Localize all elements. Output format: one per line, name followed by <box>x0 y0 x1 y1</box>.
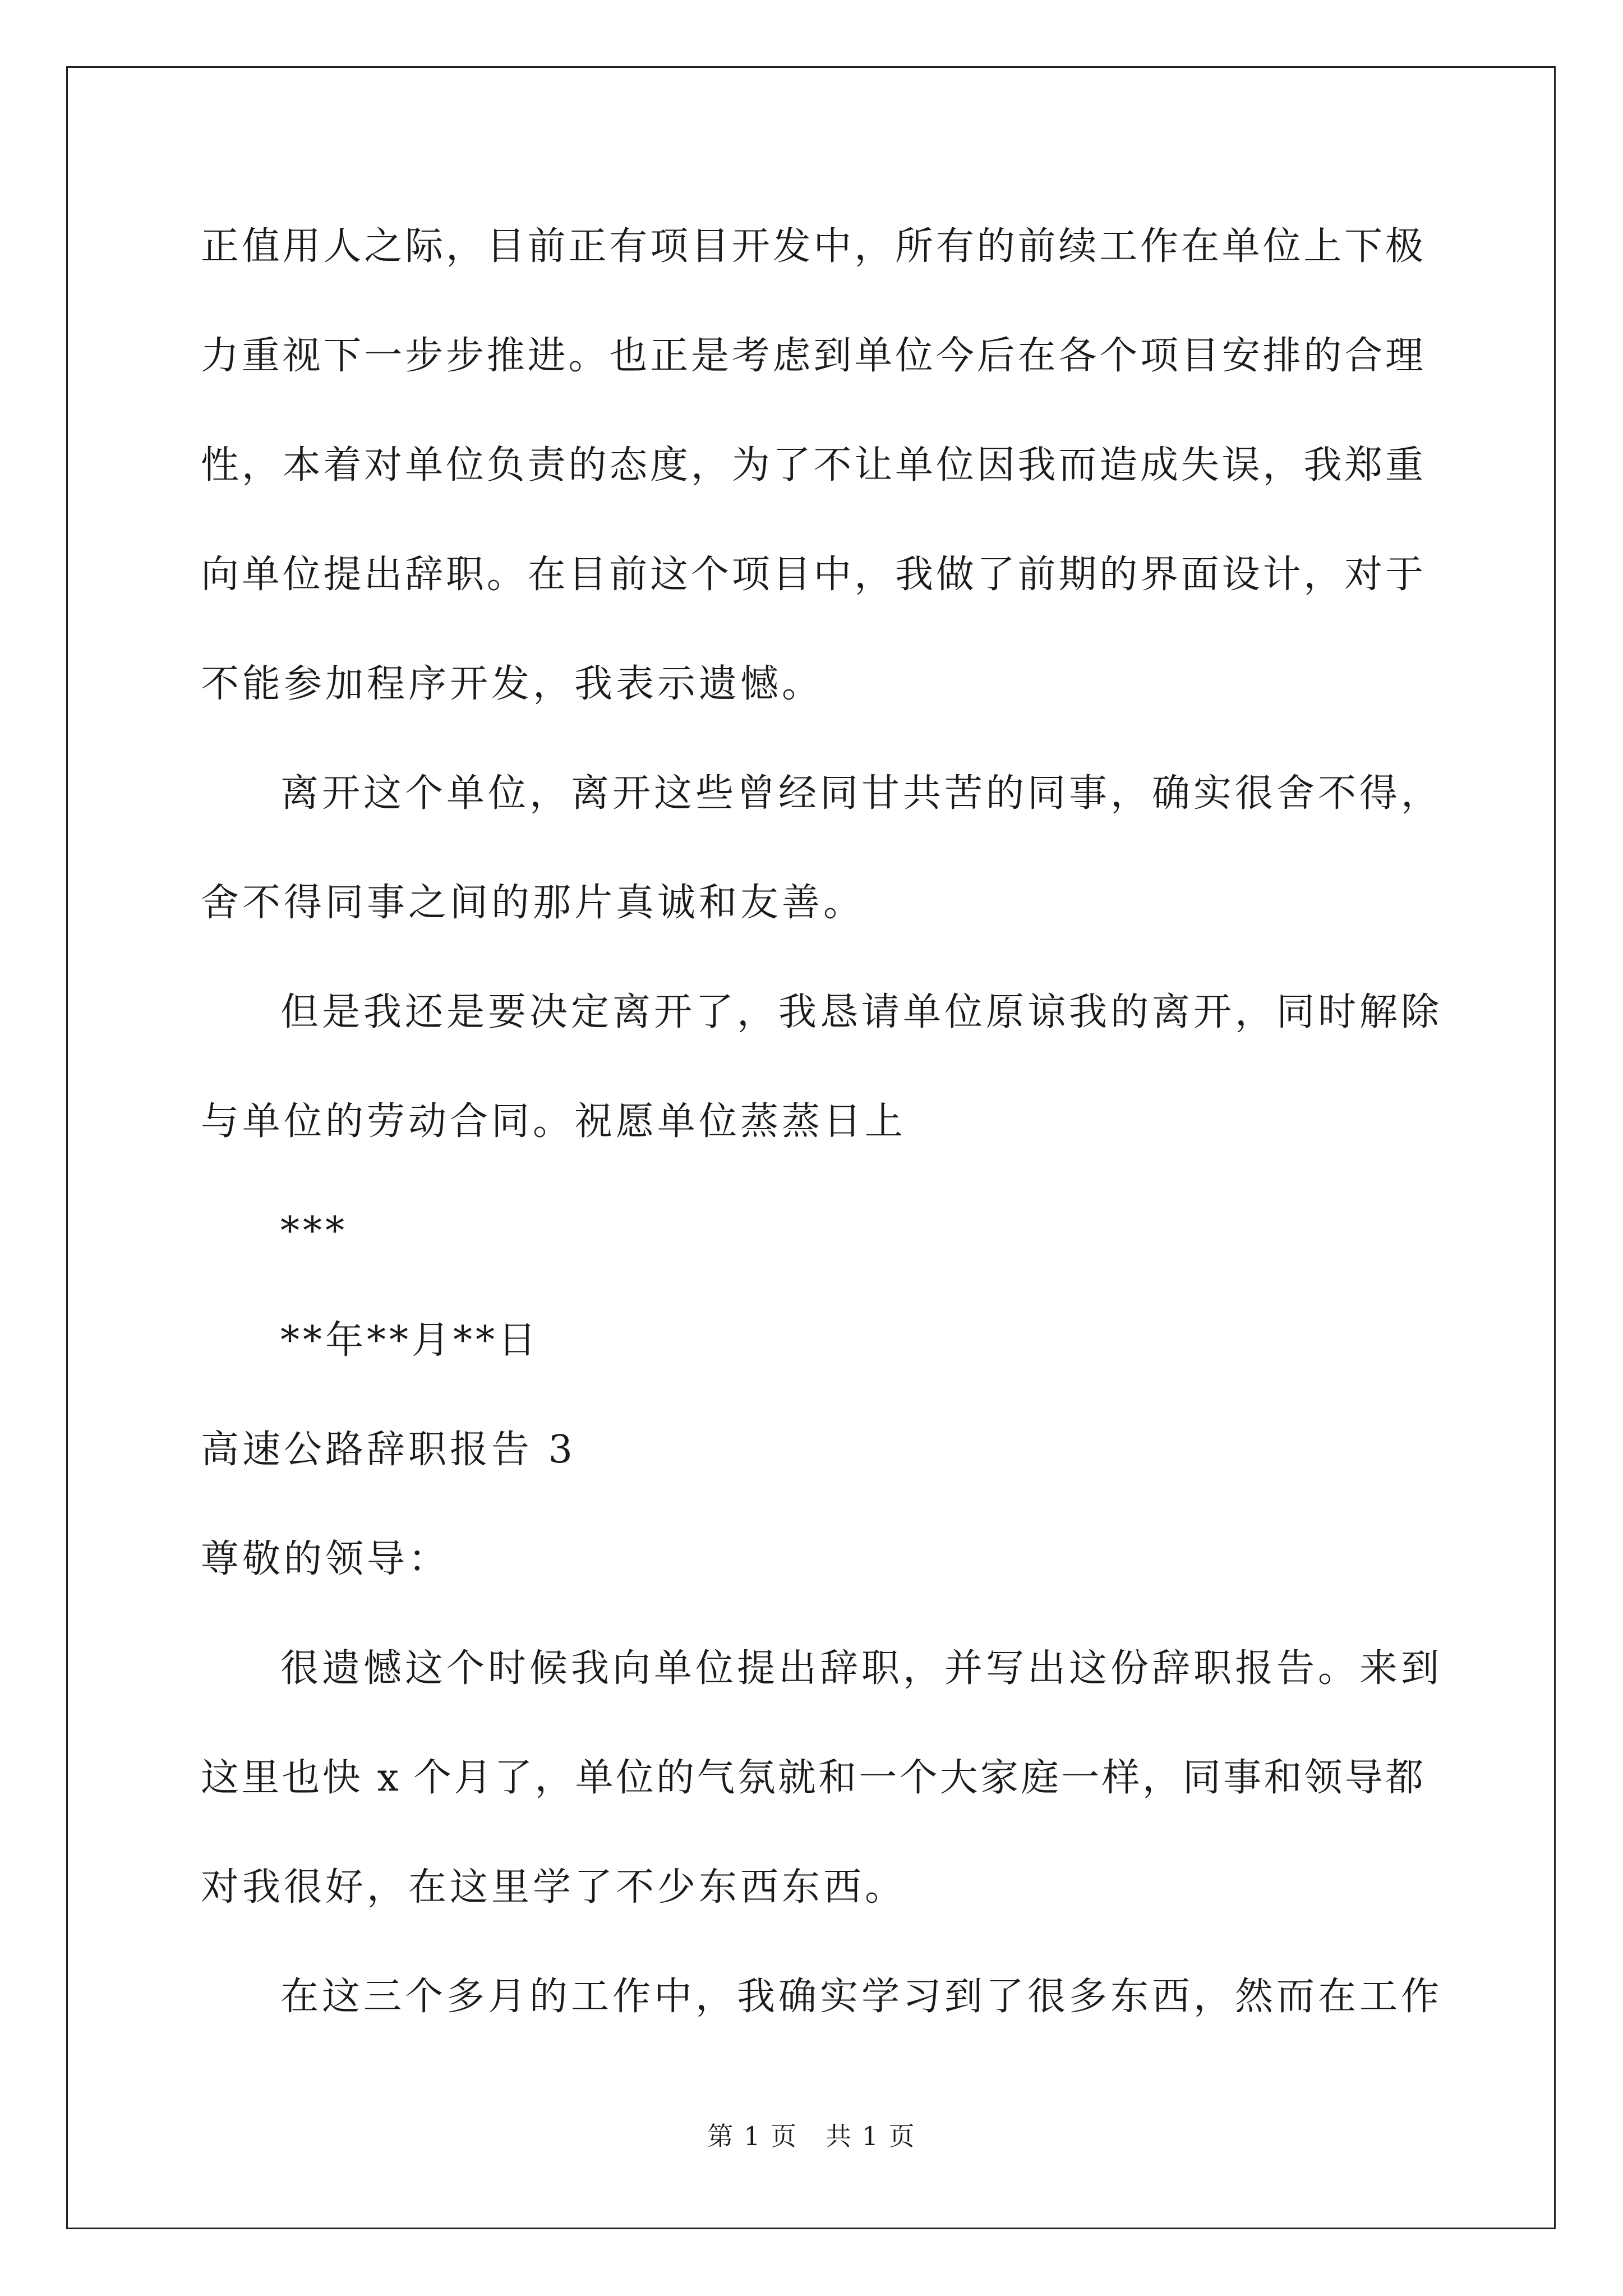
body-line: 性，本着对单位负责的态度，为了不让单位因我而造成失误，我郑重 <box>201 443 1423 487</box>
body-line: 与单位的劳动合同。祝愿单位蒸蒸日上 <box>201 1099 907 1144</box>
body-line: 对我很好，在这里学了不少东西东西。 <box>201 1865 907 1910</box>
body-line: 但是我还是要决定离开了，我恳请单位原谅我的离开，同时解除 <box>280 990 1443 1034</box>
body-line: 在这三个多月的工作中，我确实学习到了很多东西，然而在工作 <box>280 1975 1443 2019</box>
signature-name: *** <box>280 1209 348 1253</box>
body-line: 离开这个单位，离开这些曾经同甘共苦的同事，确实很舍不得， <box>280 771 1443 816</box>
body-line: 正值用人之际，目前正有项目开发中，所有的前续工作在单位上下极 <box>201 224 1423 269</box>
body-line: 这里也快 x 个月了，单位的气氛就和一个大家庭一样，同事和领导都 <box>201 1756 1423 1800</box>
section-title: 高速公路辞职报告 3 <box>201 1428 576 1472</box>
body-line: 力重视下一步步推进。也正是考虑到单位今后在各个项目安排的合理 <box>201 334 1423 378</box>
salutation: 尊敬的领导： <box>201 1537 450 1581</box>
page-footer <box>0 2119 1623 2153</box>
signature-date: **年**月**日 <box>280 1318 540 1363</box>
body-line: 不能参加程序开发，我表示遗憾。 <box>201 662 824 706</box>
body-line: 舍不得同事之间的那片真诚和友善。 <box>201 881 865 925</box>
page-number: 第 1 页 <box>707 2121 797 2151</box>
body-line: 向单位提出辞职。在目前这个项目中，我做了前期的界面设计，对于 <box>201 553 1423 597</box>
page-total: 共 1 页 <box>826 2121 916 2151</box>
body-line: 很遗憾这个时候我向单位提出辞职，并写出这份辞职报告。来到 <box>280 1646 1443 1691</box>
